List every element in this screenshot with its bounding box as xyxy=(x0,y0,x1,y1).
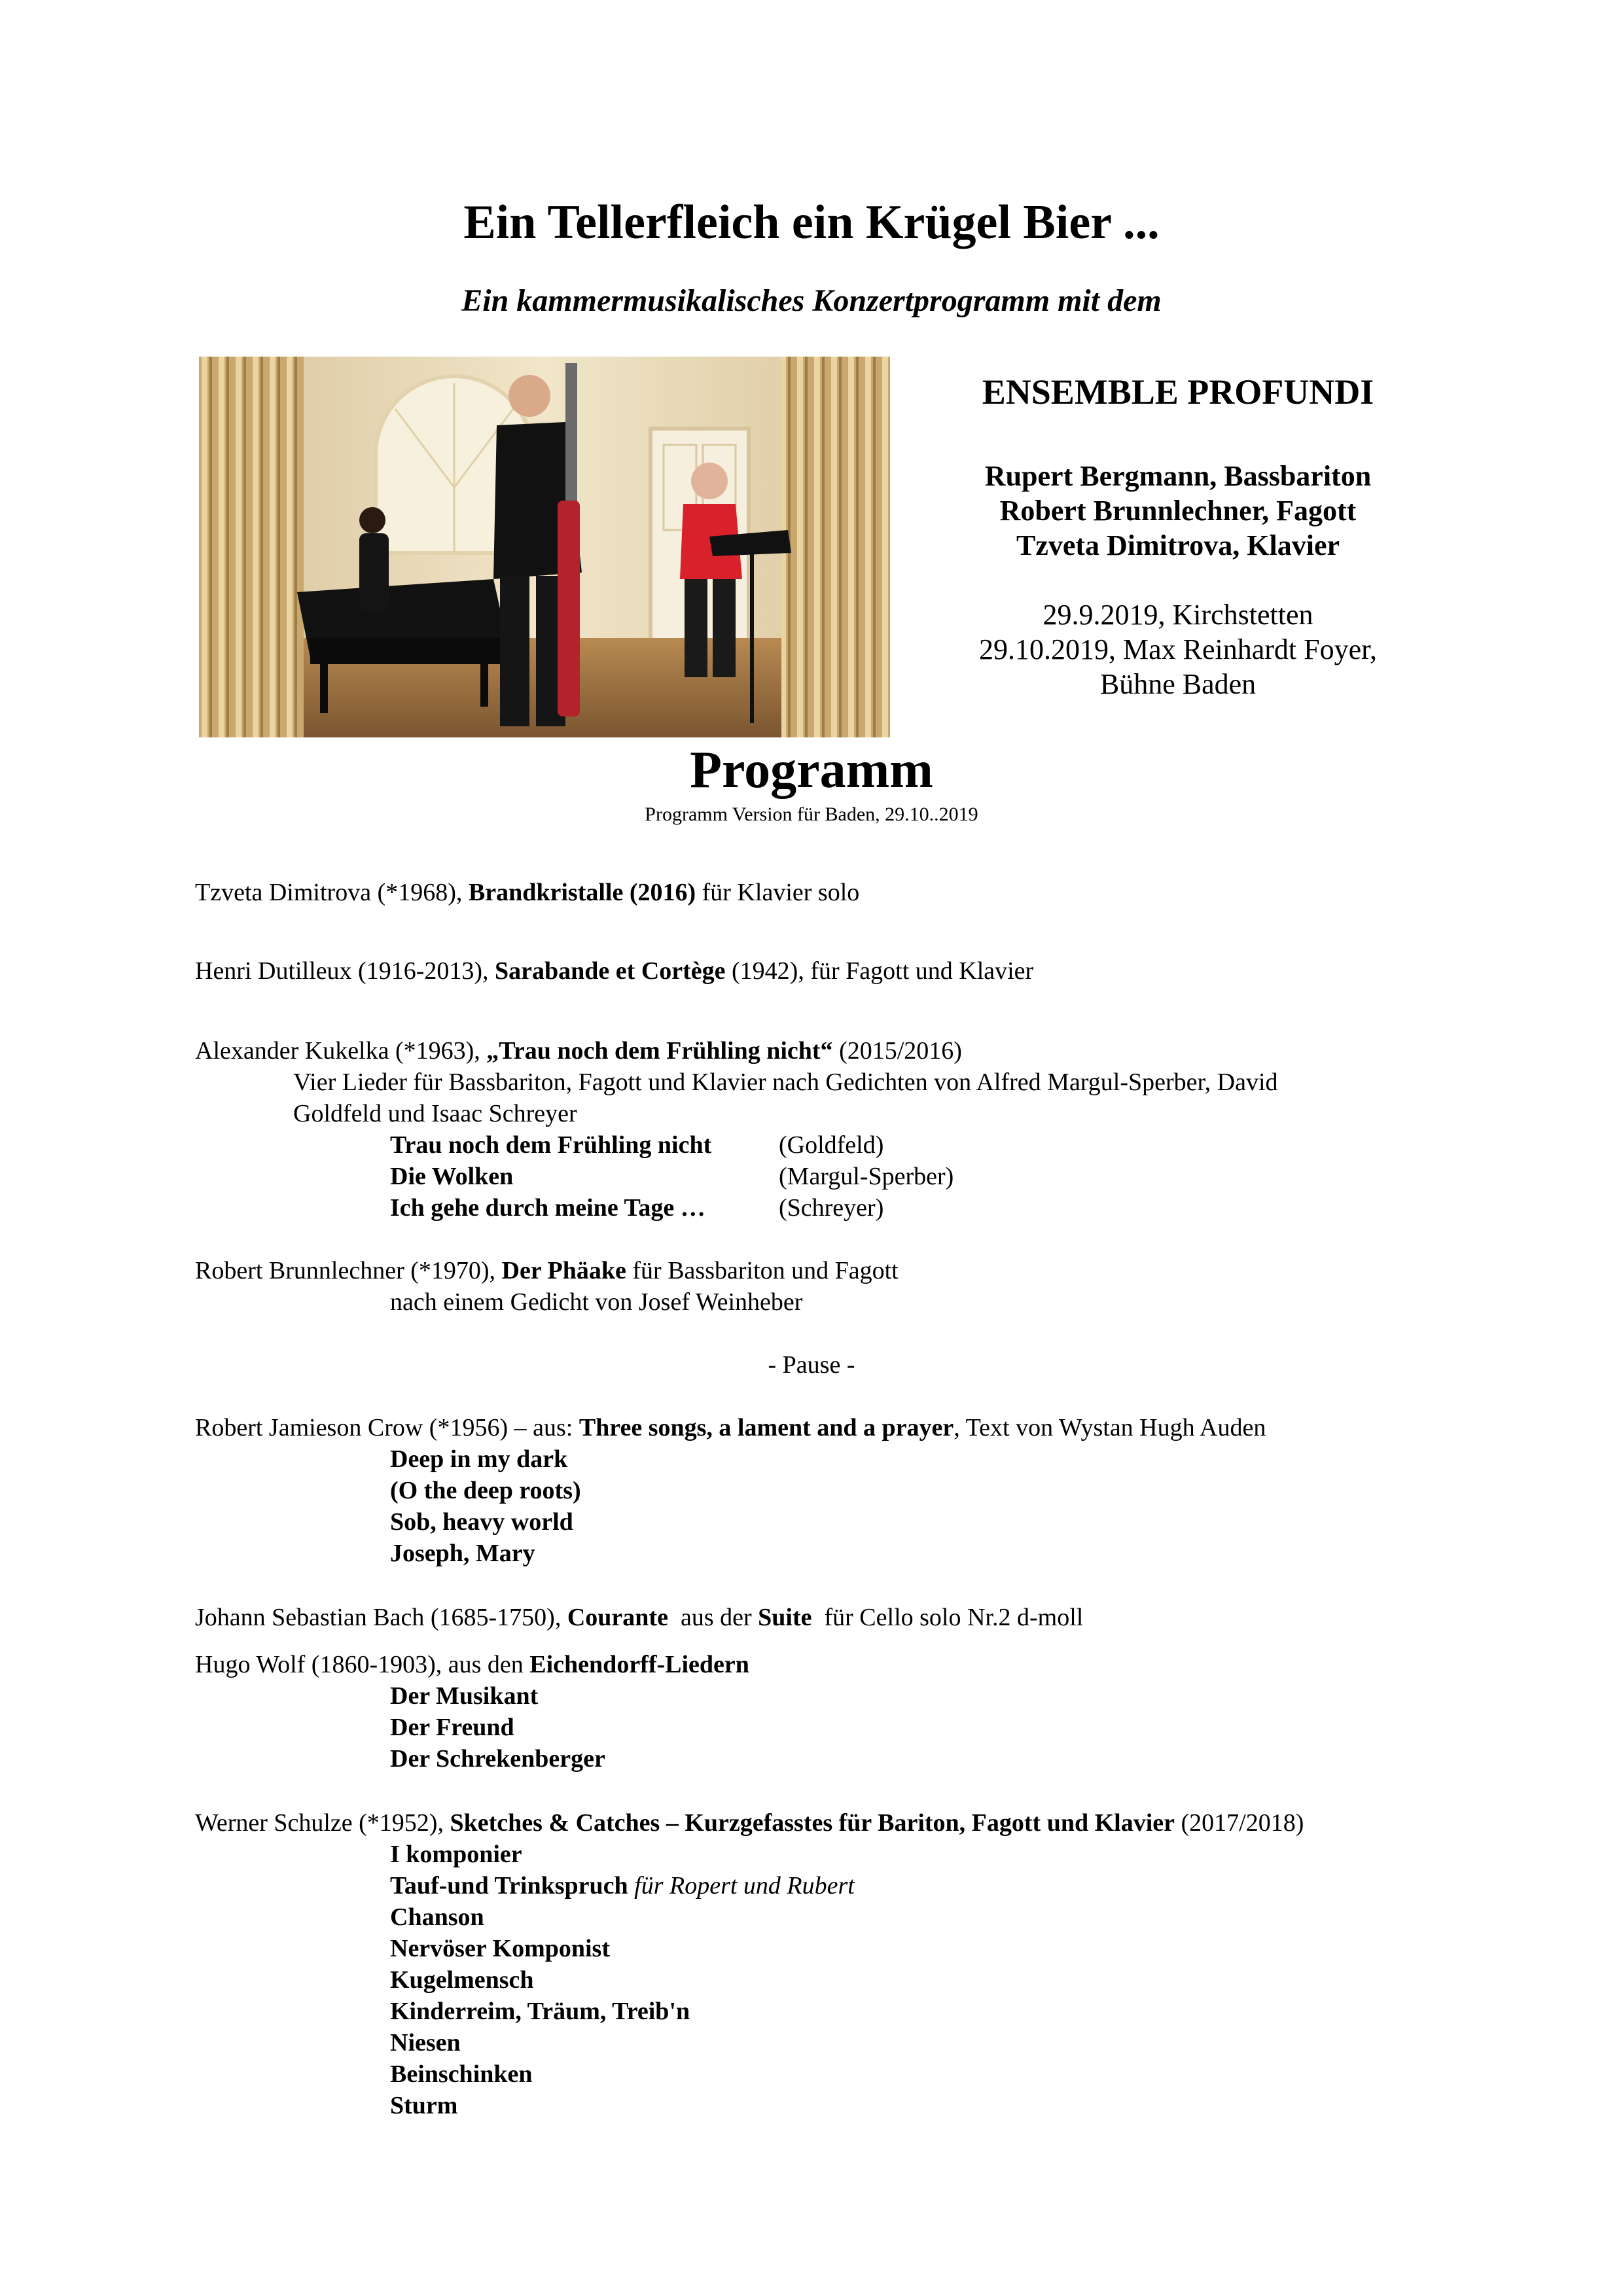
work-details: , Text von Wystan Hugh Auden xyxy=(954,1414,1266,1441)
performer-dimitrova: Tzveta Dimitrova, Klavier xyxy=(1016,529,1340,561)
work-title: Courante xyxy=(567,1604,668,1631)
song-title: Kugelmensch xyxy=(390,1966,534,1994)
work-details: (2015/2016) xyxy=(832,1037,962,1065)
work-title: Sarabande et Cortège xyxy=(495,957,726,985)
composer: Robert Brunnlechner (*1970), xyxy=(195,1257,502,1284)
page-subtitle: Ein kammermusikalisches Konzertprogramm mit dem xyxy=(461,283,1162,318)
song-with-dedication xyxy=(390,1871,855,1900)
composer: Henri Dutilleux (1916-2013), xyxy=(195,957,495,985)
composer: Robert Jamieson Crow (*1956) – aus: xyxy=(195,1414,579,1441)
song-title: Sturm xyxy=(390,2092,458,2119)
work-details: für Klavier solo xyxy=(696,879,860,906)
song-title: (O the deep roots) xyxy=(390,1477,581,1504)
song-title: I komponier xyxy=(390,1841,522,1868)
kukelka-description-cont: Goldfeld und Isaac Schreyer xyxy=(293,1100,577,1127)
item-dutilleux xyxy=(195,957,1033,985)
kukelka-description: Vier Lieder für Bassbariton, Fagott und Klavier nach Gedichten von Alfred Margul-Sperber, David xyxy=(293,1069,1278,1096)
song-dedication: für Ropert und Rubert xyxy=(628,1872,855,1899)
item-schulze xyxy=(195,1809,1304,1837)
ensemble-name: ENSEMBLE PROFUNDI xyxy=(982,372,1374,412)
composer: Tzveta Dimitrova (*1968), xyxy=(195,879,469,906)
song-title: Kinderreim, Träum, Treib'n xyxy=(390,1998,690,2025)
song-title: Sob, heavy world xyxy=(390,1508,573,1536)
song-title: Die Wolken xyxy=(390,1163,514,1190)
page-title: Ein Tellerfleich ein Krügel Bier ... xyxy=(463,196,1160,249)
venue-buehne-baden: Bühne Baden xyxy=(1099,668,1257,700)
concert-photo xyxy=(199,357,890,737)
work-title: Sketches & Catches – Kurzgefasstes für Bariton, Fagott und Klavier xyxy=(450,1809,1175,1837)
song-title: Tauf-und Trinkspruch xyxy=(390,1872,628,1899)
performer-brunnlechner: Robert Brunnlechner, Fagott xyxy=(999,495,1357,527)
work-title: Three songs, a lament and a prayer xyxy=(579,1414,954,1441)
programm-heading: Programm xyxy=(690,741,933,799)
pause-label: - Pause - xyxy=(768,1351,855,1379)
item-bach xyxy=(195,1603,1083,1632)
song-title: Chanson xyxy=(390,1903,484,1931)
composer: Alexander Kukelka (*1963), xyxy=(195,1037,487,1065)
composer: Johann Sebastian Bach (1685-1750), xyxy=(195,1604,567,1631)
item-brunnlechner xyxy=(195,1256,899,1285)
brunnlechner-description: nach einem Gedicht von Josef Weinheber xyxy=(390,1288,803,1316)
date-baden: 29.10.2019, Max Reinhardt Foyer, xyxy=(978,633,1378,665)
song-title: Der Schrekenberger xyxy=(390,1745,605,1773)
work-title-suite: Suite xyxy=(758,1604,812,1631)
work-title: „Trau noch dem Frühling nicht“ xyxy=(486,1037,833,1065)
performer-bergmann: Rupert Bergmann, Bassbariton xyxy=(984,460,1372,492)
song-poet: (Schreyer) xyxy=(779,1194,884,1222)
date-kirchstetten: 29.9.2019, Kirchstetten xyxy=(1043,599,1313,631)
song-title: Der Musikant xyxy=(390,1682,539,1710)
item-wolf xyxy=(195,1650,749,1679)
song-poet: (Goldfeld) xyxy=(779,1131,884,1159)
work-title: Brandkristalle (2016) xyxy=(468,879,696,906)
work-title: Der Phäake xyxy=(501,1257,626,1284)
work-details: für Cello solo Nr.2 d-moll xyxy=(812,1604,1084,1631)
work-details: für Bassbariton und Fagott xyxy=(626,1257,899,1284)
song-title: Der Freund xyxy=(390,1714,514,1741)
item-dimitrova xyxy=(195,878,859,907)
work-details: (2017/2018) xyxy=(1175,1809,1304,1837)
song-title: Nervöser Komponist xyxy=(390,1935,610,1962)
work-connector: aus der xyxy=(668,1604,758,1631)
song-title: Trau noch dem Frühling nicht xyxy=(390,1131,712,1159)
composer: Hugo Wolf (1860-1903), aus den xyxy=(195,1651,530,1678)
song-title: Ich gehe durch meine Tage … xyxy=(390,1194,705,1222)
item-kukelka xyxy=(195,1036,962,1065)
work-title: Eichendorff-Liedern xyxy=(529,1651,749,1678)
item-crow xyxy=(195,1413,1266,1442)
composer: Werner Schulze (*1952), xyxy=(195,1809,450,1837)
song-title: Beinschinken xyxy=(390,2060,533,2088)
song-poet: (Margul-Sperber) xyxy=(779,1163,954,1190)
programm-version: Programm Version für Baden, 29.10..2019 xyxy=(645,804,978,825)
work-details: (1942), für Fagott und Klavier xyxy=(725,957,1034,985)
song-title: Niesen xyxy=(390,2029,461,2057)
song-title: Deep in my dark xyxy=(390,1445,568,1473)
song-title: Joseph, Mary xyxy=(390,1540,535,1567)
